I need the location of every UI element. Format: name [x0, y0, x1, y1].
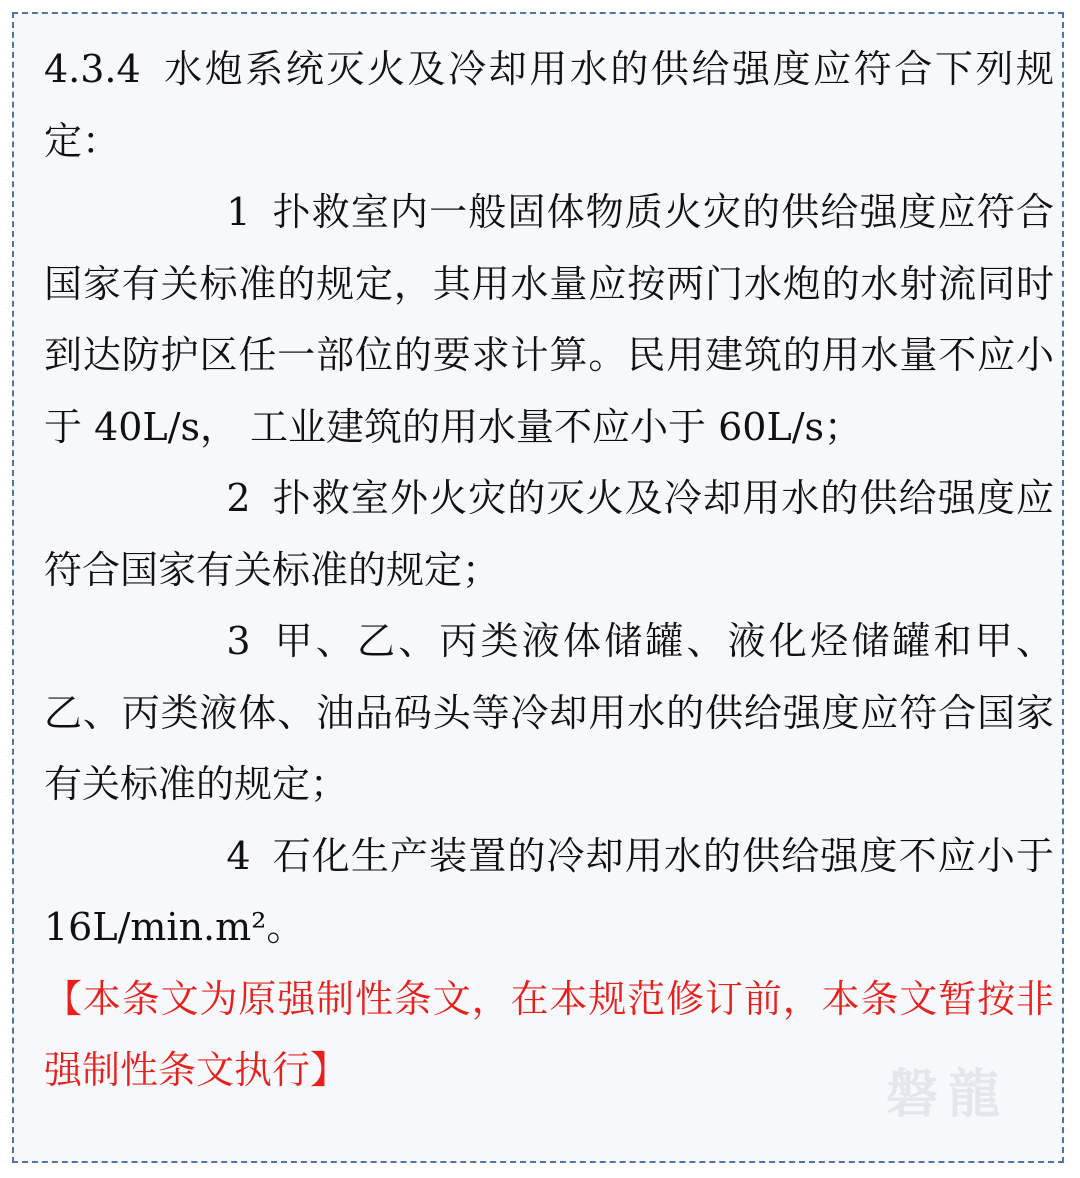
clause-content [44, 34, 1054, 1107]
item-number: 4 [226, 833, 251, 878]
clause-title: 水炮系统灭火及冷却用水的供给强度应符合下列规定： [44, 47, 1054, 163]
item-text: 石化生产装置的冷却用水的供给强度不应小于 16L/min.m²。 [44, 833, 1054, 949]
item-number: 3 [226, 619, 251, 663]
item-text: 扑救室内一般固体物质火灾的供给强度应符合国家有关标准的规定，其用水量应按两门水炮的水射流同时到达防护区任一部位的要求计算。民用建筑的用水量不应小于 40L/s， 工业建筑的用水量不应小于 60L/s； [44, 190, 1054, 449]
dashed-frame [12, 12, 1064, 1163]
list-item [44, 606, 1054, 821]
item-text: 扑救室外火灾的灭火及冷却用水的供给强度应符合国家有关标准的规定； [44, 476, 1054, 592]
item-text: 甲、乙、丙类液体储罐、液化烃储罐和甲、乙、丙类液体、油品码头等冷却用水的供给强度应符合国家有关标准的规定； [44, 619, 1054, 806]
list-item [44, 821, 1054, 964]
item-number: 1 [226, 190, 251, 234]
clause-number: 4.3.4 [44, 47, 141, 91]
list-item [44, 177, 1054, 463]
item-number: 2 [226, 476, 251, 520]
mandatory-note: 【本条文为原强制性条文，在本规范修订前，本条文暂按非强制性条文执行】 [44, 976, 1054, 1092]
clause-heading [44, 34, 1054, 177]
watermark-logo: 磐龍 [885, 1065, 1010, 1125]
list-item [44, 463, 1054, 606]
